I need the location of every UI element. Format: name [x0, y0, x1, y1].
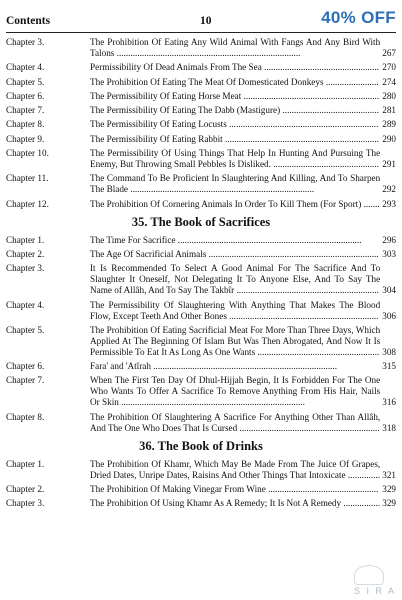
chapter-title: Fara' and 'Atîrah ................................................................................ [90, 361, 338, 372]
toc-entry[interactable] [6, 325, 396, 358]
toc-entry[interactable] [6, 498, 396, 509]
chapter-page-number: 316 [382, 397, 396, 408]
toc-entry[interactable] [6, 300, 396, 322]
chapter-page-number: 267 [382, 48, 396, 58]
chapter-page-number: 292 [382, 184, 396, 195]
chapter-title: The Permissibility Of Eating Locusts ................................................................. [90, 119, 379, 130]
discount-badge: 40% OFF [321, 8, 396, 27]
chapter-page-number: 321 [382, 469, 396, 480]
chapter-page-number: 306 [382, 310, 396, 321]
chapter-title: The Prohibition Of Eating The Meat Of Domesticated Donkeys ....................... [90, 76, 379, 87]
toc-entry[interactable] [6, 235, 396, 246]
chapter-label: Chapter 5. [6, 76, 45, 87]
toc-entry[interactable] [6, 119, 396, 130]
chapter-title: The Prohibition Of Eating Any Wild Animal With Fangs And Any Bird With Talons ................................................................................ [90, 37, 381, 58]
chapter-page-number: 280 [382, 90, 396, 101]
chapter-label: Chapter 5. [6, 324, 45, 335]
toc-entry[interactable] [6, 134, 396, 145]
chapter-title: The Prohibition Of Making Vinegar From Wine ................................................ [90, 484, 379, 495]
chapter-label: Chapter 7. [6, 105, 45, 116]
chapter-label: Chapter 1. [6, 458, 45, 469]
table-of-contents [6, 37, 396, 513]
watermark: S I R A [353, 586, 396, 596]
chapter-page-number: 270 [382, 62, 396, 73]
chapter-label: Chapter 3. [6, 498, 45, 509]
chapter-title: The Prohibition Of Khamr, Which May Be Made From The Juice Of Grapes, Dried Dates, Unripe Dates, Raisins And Other Things That Intoxicate .............. [90, 458, 381, 480]
chapter-title: Permissibility Of Dead Animals From The Sea .................................................. [90, 62, 379, 73]
chapter-title: The Prohibition Of Using Khamr As A Remedy; It Is Not A Remedy ................ [90, 498, 381, 509]
section-heading: 36. The Book of Drinks [139, 438, 263, 453]
chapter-label: Chapter 6. [6, 361, 45, 372]
chapter-label: Chapter 11. [6, 173, 49, 184]
chapter-title: The Prohibition Of Cornering Animals In Order To Kill Them (For Sport) ....... [90, 198, 380, 209]
chapter-title: The Prohibition Of Slaughtering A Sacrifice For Anything Other Than Allâh, And The One Who Does That Is Cursed ............................................................. [90, 411, 381, 433]
chapter-page-number: 308 [382, 346, 396, 357]
chapter-label: Chapter 2. [6, 248, 45, 259]
chapter-title: The Prohibition Of Eating Sacrificial Meat For More Than Three Days, Which Applied At The Beginning Of Islam But Was Then Abrogated, And Now It Is Permissible To Eat It As Long As One Wants ..................................................... [90, 324, 381, 357]
chapter-page-number: 315 [382, 361, 396, 372]
chapter-label: Chapter 4. [6, 299, 45, 310]
toc-entry[interactable] [6, 199, 396, 210]
chapter-page-number: 304 [382, 285, 396, 296]
chapter-page-number: 274 [382, 76, 396, 87]
chapter-title: It Is Recommended To Select A Good Animal For The Sacrifice And To Slaughter It Oneself, Not Delegating It To Anyone Else, And To Say The Name of Allâh, And To Say The Takbîr .............................................................. [90, 263, 381, 296]
page-header [6, 8, 396, 30]
toc-entry[interactable] [6, 412, 396, 434]
toc-entry[interactable] [6, 361, 396, 372]
chapter-title: The Permissibility Of Eating Horse Meat ........................................................... [90, 90, 380, 101]
chapter-label: Chapter 12. [6, 198, 49, 209]
chapter-title: When The First Ten Day Of Dhul-Hijjah Begin, It Is Forbidden For The One Who Wants To Offer A Sacrifice To Remove Anything From His Hair, Nails Or Skin ................................................................................ [90, 375, 381, 408]
chapter-page-number: 318 [382, 422, 396, 433]
toc-entry[interactable] [6, 263, 396, 296]
chapter-page-number: 296 [382, 234, 396, 245]
chapter-label: Chapter 10. [6, 148, 49, 159]
chapter-label: Chapter 6. [6, 90, 45, 101]
chapter-label: Chapter 3. [6, 37, 45, 47]
chapter-title: The Time For Sacrifice ................................................................................ [90, 234, 362, 245]
watermark-logo-icon [354, 565, 384, 585]
chapter-label: Chapter 4. [6, 62, 45, 73]
toc-entry[interactable] [6, 459, 396, 481]
chapter-page-number: 281 [382, 105, 396, 116]
running-head: Contents [6, 15, 51, 27]
toc-entry[interactable] [6, 105, 396, 116]
header-rule [6, 32, 396, 33]
chapter-title: The Command To Be Proficient In Slaughtering And Killing, And To Sharpen The Blade ................................................................................ [90, 173, 381, 195]
chapter-page-number: 329 [382, 498, 396, 509]
chapter-page-number: 291 [382, 159, 396, 170]
chapter-page-number: 293 [382, 198, 396, 209]
chapter-label: Chapter 2. [6, 484, 45, 495]
chapter-page-number: 289 [382, 119, 396, 130]
chapter-title: The Permissibility Of Eating Rabbit ................................................................... [90, 133, 379, 144]
chapter-label: Chapter 3. [6, 263, 45, 274]
toc-entry[interactable] [6, 148, 396, 170]
toc-entry[interactable] [6, 173, 396, 195]
toc-entry[interactable] [6, 62, 396, 73]
chapter-label: Chapter 1. [6, 234, 45, 245]
chapter-page-number: 329 [382, 484, 396, 495]
toc-entry[interactable] [6, 37, 396, 59]
chapter-label: Chapter 7. [6, 375, 45, 386]
chapter-page-number: 303 [382, 248, 396, 259]
chapter-label: Chapter 9. [6, 133, 45, 144]
chapter-label: Chapter 8. [6, 411, 45, 422]
toc-entry[interactable] [6, 249, 396, 260]
section-heading: 35. The Book of Sacrifices [131, 214, 271, 229]
chapter-page-number: 290 [382, 133, 396, 144]
page-number: 10 [200, 15, 212, 27]
toc-entry[interactable] [6, 77, 396, 88]
toc-entry[interactable] [6, 375, 396, 408]
toc-entry[interactable] [6, 484, 396, 495]
chapter-title: The Permissibility Of Using Things That Help In Hunting And Pursuing The Enemy, But Throwing Small Pebbles Is Disliked. .............................................. [90, 148, 381, 170]
chapter-title: The Permissibility Of Eating The Dabb (Mastigure) .......................................... [90, 105, 379, 116]
toc-entry[interactable] [6, 91, 396, 102]
chapter-title: The Permissibility Of Slaughtering With Anything That Makes The Blood Flow, Except Teeth And Other Bones ................................................................. [90, 299, 381, 321]
chapter-label: Chapter 8. [6, 119, 45, 130]
chapter-title: The Age Of Sacrificial Animals .......................................................................... [90, 248, 379, 259]
